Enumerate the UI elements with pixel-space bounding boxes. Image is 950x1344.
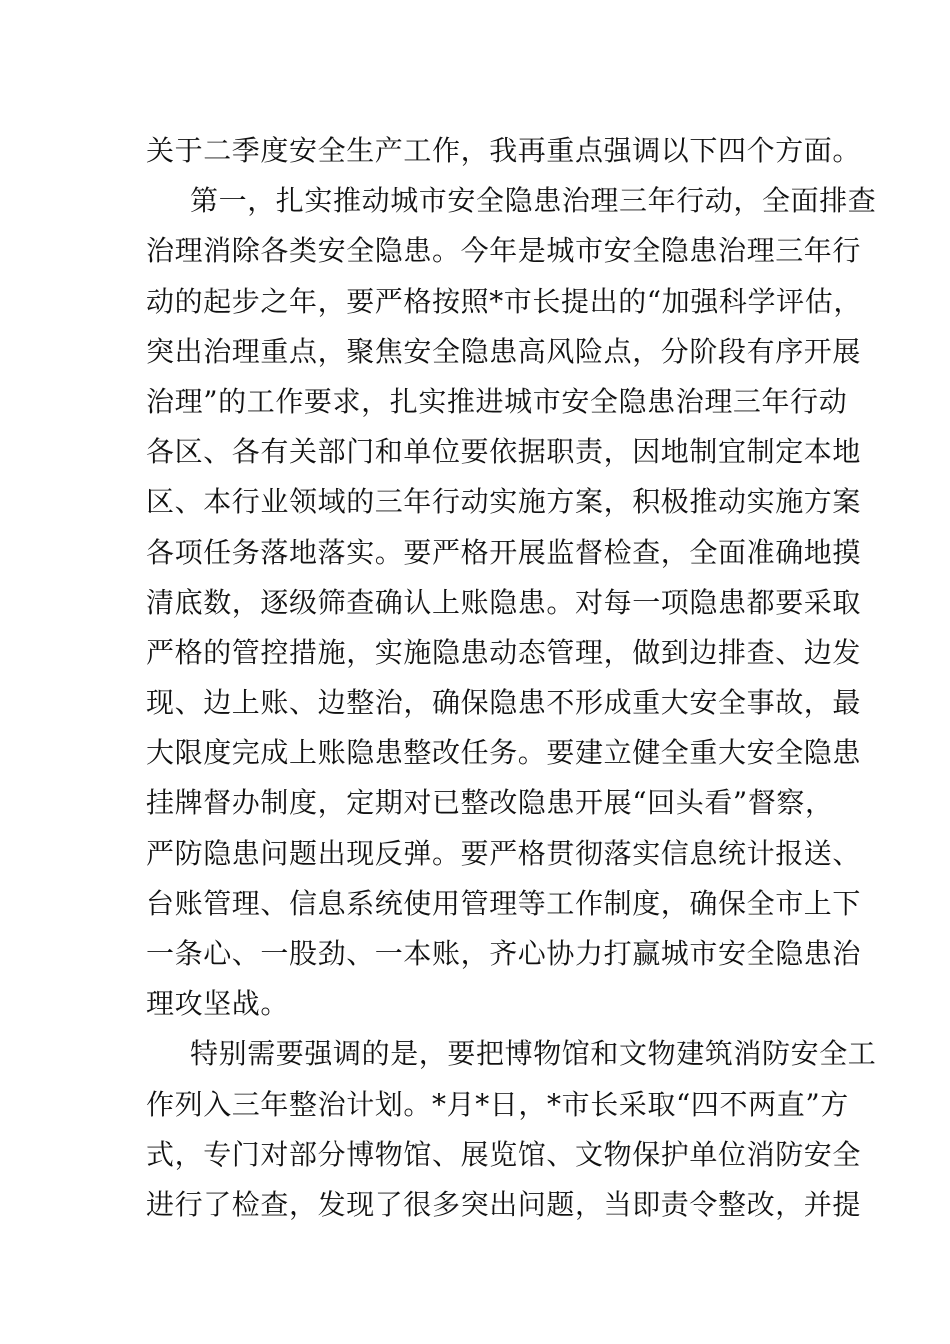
text-line: 作列入三年整治计划。*月*日，*市长采取“四不两直”方	[146, 1087, 849, 1121]
text-line: 进行了检查，发现了很多突出问题，当即责令整改，并提	[146, 1187, 862, 1221]
text-line: 各项任务落地落实。要严格开展监督检查，全面准确地摸	[146, 535, 862, 569]
text-line: 台账管理、信息系统使用管理等工作制度，确保全市上下	[146, 886, 862, 920]
text-line: 一条心、一股劲、一本账，齐心协力打赢城市安全隐患治	[146, 937, 862, 970]
text-line: 挂牌督办制度，定期对已整改隐患开展“回头看”督察，	[146, 786, 834, 820]
text-line: 区、本行业领域的三年行动实施方案，积极推动实施方案	[146, 485, 862, 519]
text-line: 式，专门对部分博物馆、展览馆、文物保护单位消防安全	[146, 1137, 862, 1171]
text-line: 治理”的工作要求，扎实推进城市安全隐患治理三年行动	[146, 384, 848, 418]
text-line: 动的起步之年，要严格按照*市长提出的“加强科学评估，	[146, 284, 862, 318]
text-line: 严格的管控措施，实施隐患动态管理，做到边排查、边发	[146, 635, 862, 669]
document-body	[146, 126, 877, 1230]
text-line: 特别需要强调的是，要把博物馆和文物建筑消防安全工	[190, 1037, 877, 1071]
text-line: 第一，扎实推动城市安全隐患治理三年行动，全面排查	[190, 184, 877, 218]
text-line: 现、边上账、边整治，确保隐患不形成重大安全事故，最	[146, 686, 862, 720]
text-line: 理攻坚战。	[146, 987, 290, 1021]
text-line: 大限度完成上账隐患整改任务。要建立健全重大安全隐患	[146, 736, 862, 770]
text-line: 各区、各有关部门和单位要依据职责，因地制宜制定本地	[146, 435, 862, 469]
text-line: 突出治理重点，聚焦安全隐患高风险点，分阶段有序开展	[146, 334, 862, 368]
text-line: 清底数，逐级筛查确认上账隐患。对每一项隐患都要采取	[146, 585, 862, 619]
text-line: 关于二季度安全生产工作，我再重点强调以下四个方面。	[146, 134, 862, 167]
text-line: 严防隐患问题出现反弹。要严格贯彻落实信息统计报送、	[146, 836, 862, 870]
text-line: 治理消除各类安全隐患。今年是城市安全隐患治理三年行	[146, 234, 862, 268]
